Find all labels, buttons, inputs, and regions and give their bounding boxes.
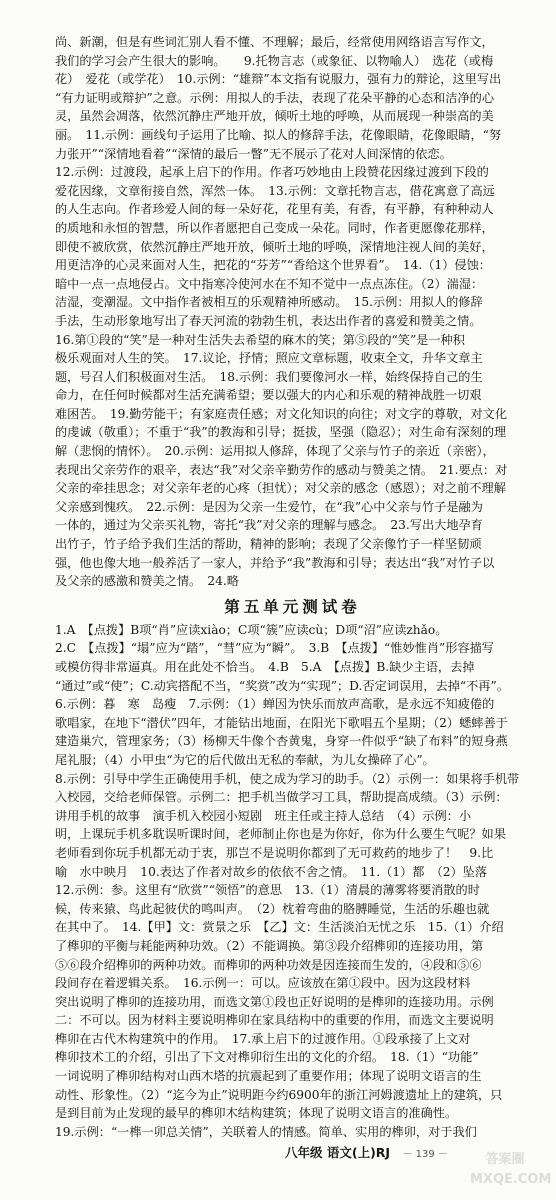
text-line: 一体的，通过为父亲买礼物，寄托“我”对父亲的理解与感念。 23.写出大地孕育 (55, 518, 483, 533)
text-line: 19.示例：“一榫一卯总关情”，关联着人的情感。简单、实用的榫卯，对于我们 (55, 1124, 477, 1139)
text-line: 或模仿得非常逼真。用在此处不恰当。 4.B 5.A 【点拨】B.缺少主语，去掉 (55, 660, 475, 674)
text-line: 极乐观面对人生的笑。 17.议论，抒情；照应文章标题，收束全文，升华文章主 (55, 351, 483, 366)
text-line: 爱花因缘，文章衔接自然，浑然一体。 13.示例：文章托物言志，借花寓意了高远 (55, 183, 495, 198)
text-line: 解（悲悯的情怀）。 20.示例：运用拟人修辞，体现了父亲与竹子的亲近（亲密）， (55, 444, 495, 459)
text-line: 强，他也像大地一般养活了一家人，并给予“我”教海和引导；表达出“我”对竹子以 (55, 555, 495, 570)
text-line: 尚、新潮，但是有些词汇别人看不懂、不理解；最后，经常使用网络语言写作文， (55, 35, 494, 49)
text-line: 用更洁净的心灵来面对人生，把花的“芬芳”“香给这个世界看”。 14.（1）侵蚀： (55, 258, 491, 273)
text-line: 即使不被欣赏，依然沉静庄严地开放，倾听土地的呼唤，深情地注视人间的美好， (55, 239, 494, 254)
text-line: 的虔诚（敬重）；不重于“我”的教海和引导；挺拔，坚强（隐忍）；对生命有深刻的理 (55, 425, 507, 440)
text-line: 父亲感到愧疚。 22.示例：是因为父亲一生爱竹，在“我”心中父亲与竹子是融为 (55, 499, 483, 514)
text-line: 老师看到你玩手机都无动于衷，那岂不是说明你都到了无可救药的地步了！ 9.比 (55, 845, 494, 860)
text-line: 灵，虽然会凋落，依然沉静庄严地开放，倾听土地的呼唤，从而展现一种崇高的美 (55, 109, 494, 124)
text-line: 洁湿，变潮湿。文中指作者被相互的乐观精神所感动。 15.示例：用拟人的修辞 (55, 295, 483, 310)
text-line: 题，号召人们积极面对生活。 18.示例：我们要像河水一样，始终保持自己的生 (55, 369, 483, 384)
text-line: 6.示例：暮 寒 岛瘦 7.示例：（1）蝉因为快乐而放声高歌，是永远不知疲倦的 (55, 697, 495, 712)
text-line: 2.C 【点拨】“塌”应为“踏”，“彗”应为“瞬”。 3.B 【点拨】“惟妙惟肖”形容描写 (55, 641, 494, 656)
text-line: 我们的学习会产生很大的影响。 9.托物言志（或象征、以物喻人） 选花（或梅 (55, 53, 494, 68)
text-line: 16.第①段的“笑”是一种对生活失去希望的麻木的笑；第⑤段的“笑”是一种积 (55, 332, 465, 347)
text-line: 12.示例：过渡段，起承上启下的作用。作者巧妙地由上段赞花因缘过渡到下段的 (55, 165, 489, 180)
text-line: 入校园，交给老师保管。示例二：把手机当做学习工具，帮助提高成绩。（3）示例： (55, 790, 508, 805)
text-line: 喻 水中映月 10.表达了作者对故乡的依依不舍之情。 11.（1）都 （2）坠落 (55, 864, 488, 879)
text-line: 暗中一点一点地侵占。文中指寒冷使河水在不知不觉中一点点冻住。（2）湍湿： (55, 276, 484, 291)
watermark-logo (470, 1150, 552, 1192)
text-line: 手法，生动形象地写出了春天河流的勃勃生机，表达出作者的喜爱和赞美之情。 (55, 313, 482, 328)
text-line: 榫卯技术工的介绍，引出了下文对榫卯衍生出的文化的介绍。 18.（1）“功能” (55, 1050, 479, 1065)
text-line: “有力证明或辩护”之意。示例：用拟人的手法，表现了花朵平静的心态和洁净的心 (55, 90, 495, 105)
text-line: 表现出父亲劳作的艰辛，表达“我”对父亲辛勤劳作的感动与赞美之情。 21.要点：对 (55, 462, 508, 477)
text-line: 及父亲的感激和赞美之情。 24.略 (55, 574, 239, 589)
section-title: 第五单元测试卷 (224, 597, 361, 616)
page-footer (285, 1143, 448, 1161)
text-line: 1.A 【点拨】B项“肖”应读xiào；C项“簇”应读cù；D项“沼”应读zhǎo。 (55, 622, 448, 637)
answer-body (55, 33, 530, 1141)
text-line: 二：不可以。因为材料主要说明榫卯在家具结构中的重要的作用，而选文主要说明 (55, 1013, 494, 1028)
text-line: 尾礼服；（4）小甲虫“为它的后代做出无私的奉献，为儿女操碎了心”。 (55, 752, 435, 767)
text-line: 力张开”“深情地看着”“深情的最后一瞥”无不展示了花对人间深情的依恋。 (55, 146, 452, 161)
text-line: 花） 爱花（或学花） 10.示例：“雄辩”本文指有说服力，强有力的辩论，这里写出 (55, 72, 502, 87)
text-line: 出竹子，竹子给予我们生活的帮助，精神的影响；表现了父亲像竹子一样坚韧顽 (55, 537, 482, 552)
watermark-text: 答案圈 (485, 1152, 525, 1167)
page-number: － 139 － (402, 1149, 448, 1160)
footer-subject: 语文(上)RJ (326, 1145, 391, 1160)
text-line: “通过”或“使”；C.动宾搭配不当，“奖赏”改为“实现”；D.否定词误用，去掉“不再”。 (55, 678, 509, 693)
text-line: 榫卯在古代木构建筑中的作用。 17.承上启下的过渡作用。①段承接了上文对 (55, 1031, 471, 1046)
text-line: 父亲的牵挂思念；对父亲年老的心疼（担忧）；对父亲的感念（感恩）；对之前不理解 (55, 481, 506, 496)
footer-grade: 八年级 (285, 1145, 323, 1160)
text-line: 丽。 11.示例：画线句子运用了比喻、拟人的修辞手法，花像眼睛，花像眼睛，“努 (55, 127, 502, 142)
text-line: 建造巢穴，管理家务；（3）杨柳天牛像个杏黄鬼，身穿一件似乎“缺了布料”的短身燕 (55, 734, 508, 749)
text-line: 命力，在任何时候都对生活充满希望；要以强大的内心和乐观的精神战胜一切艰 (55, 388, 482, 403)
text-line: 在其中了。 14.【甲】文：赏景之乐 【乙】文：生活淡泊无忧之乐 15.（1）介绍 (55, 920, 504, 935)
text-line: 的人生志向。作者珍爱人间的每一朵好花，花里有美，有香，有平静，有种种动人 (55, 202, 494, 217)
text-line: 了榫卯的平衡与耗能两种功效。（2）不能调换。第③段介绍榫卯的连接功用，第 (55, 938, 484, 953)
text-line: 的质地和永恒的智慧，所以作者愿把自己变成一朵花。同时，作者更愿像花那样， (55, 220, 494, 235)
text-line: ⑤⑥段介绍榫卯的两种功效。而榫卯的两种功效是因连接而生发的，④段和⑤⑥ (55, 957, 482, 972)
text-line: 段间存在着逻辑关系。 16.示例一：可以。应该放在第①段中。因为这段材料 (55, 976, 471, 991)
text-line: 12.示例：参。这里有“欣赏”“领悟”的意思 13.（1）清晨的薄雾将要消散的时 (55, 883, 480, 898)
text-line: 候，传来猿、鸟此起彼伏的鸣叫声。 （2）枕着弯曲的胳膊睡觉，生活的乐趣也就 (55, 901, 490, 916)
text-line: 是到目前为止发现的最早的榫卯木结构建筑；体现了说明文语言的准确性。 (55, 1106, 458, 1121)
text-line: 歌唱家，在地下“潜伏”四年，才能钻出地面，在阳光下歌唱五个星期；（2）蟋蟀善于 (55, 715, 508, 730)
text-line: 突出说明了榫卯的连接功用，而选文第①段也正好说明的是榫卯的连接功用。示例 (55, 994, 494, 1009)
text-line: 动性、形象性。（2）“迄今为止”说明距今约6900年的浙江河姆渡遗址上的建筑，只 (55, 1087, 503, 1102)
text-line: 8.示例：引导中学生正确使用手机，使之成为学习的助手。（2）示例一：如果将手机带 (55, 771, 520, 786)
text-line: 讲用手机的故事 演手机入校园小短剧 班主任或主持人总结 （4）示例：小 (55, 808, 472, 823)
text-line: 明，上课玩手机多耽误听课时间，老师制止你也是为你好，你为什么要生气呢？如果 (55, 827, 506, 842)
text-line: 一词说明了榫卯结构对山西木塔的抗震起到了重要作用；体现了说明文语言的生 (55, 1069, 482, 1084)
text-line: 难困苦。 19.勤劳能干；有家庭责任感；对文化知识的向往；对文字的尊敬，对文化 (55, 406, 508, 421)
watermark-url: MXQE.COM (470, 1172, 552, 1187)
